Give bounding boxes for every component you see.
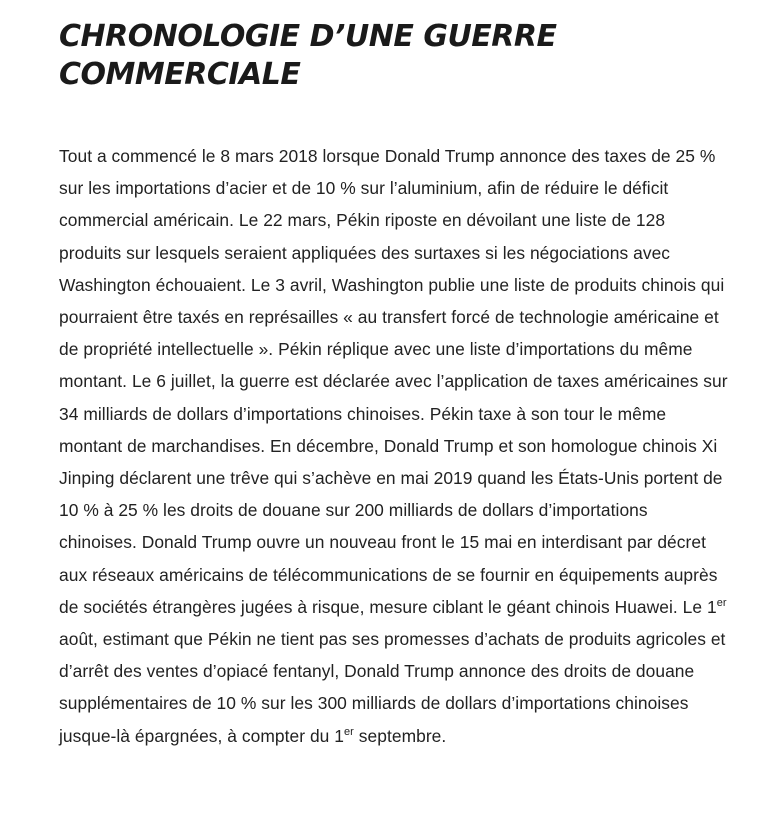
- article-title: CHRONOLOGIE D’UNE GUERRE COMMERCIALE: [59, 19, 557, 92]
- article: [59, 18, 729, 752]
- paragraph-text-part-1: Tout a commencé le 8 mars 2018 lorsque Donald Trump annonce des taxes de 25 % sur les importations d’acier et de 10 % sur l’aluminium, afin de réduire le déficit commercial américain. Le 22 mars, Pékin riposte en dévoilant une liste de 128 produits sur lesquels seraient appliquées des surtaxes si les négociations avec Washington échouaient. Le 3 avril, Washington publie une liste de produits chinois qui pourraient être taxés en représailles « au transfert forcé de technologie américaine et de propriété intellectuelle ». Pékin réplique avec une liste d’importations du même montant. Le 6 juillet, la guerre est déclarée avec l’application de taxes américaines sur 34 milliards de dollars d’importations chinoises. Pékin taxe à son tour le même montant de marchandises. En décembre, Donald Trump et son homologue chinois Xi Jinping déclarent une trêve qui s’achève en mai 2019 quand les États-Unis portent de 10 % à 25 % les droits de douane sur 200 milliards de dollars d’importations chinoises. Donald Trump ouvre un nouveau front le 15 mai en interdisant par décret aux réseaux américains de télécommunications de se fournir en équipements auprès de sociétés étrangères jugées à risque, mesure ciblant le géant chinois Huawei. Le 1: [59, 146, 728, 617]
- paragraph-text-part-2: août, estimant que Pékin ne tient pas ses promesses d’achats de produits agricoles et d’arrêt des ventes d’opiacé fentanyl, Donald Trump annonce des droits de douane supplémentaires de 10 % sur les 300 milliards de dollars d’importations chinoises jusque-là épargnées, à compter du 1: [59, 629, 726, 746]
- ordinal-superscript-1: er: [716, 597, 727, 610]
- article-paragraph: [59, 140, 729, 752]
- ordinal-superscript-2: er: [344, 725, 354, 738]
- paragraph-text-part-3: septembre.: [353, 725, 447, 746]
